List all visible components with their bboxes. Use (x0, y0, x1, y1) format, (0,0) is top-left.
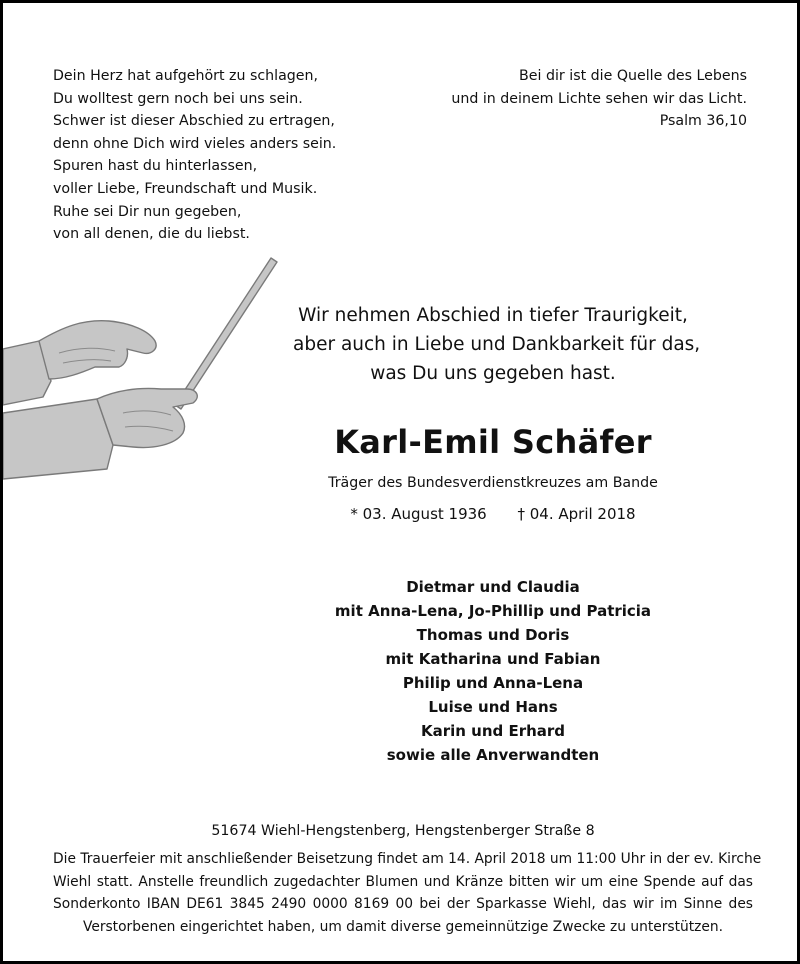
poem-line: voller Liebe, Freundschaft und Musik. (53, 180, 318, 197)
poem-line: Du wolltest gern noch bei uns sein. (53, 90, 303, 107)
mourner-line: sowie alle Anverwandten (386, 746, 600, 764)
mourners-list (293, 575, 693, 767)
psalm-reference: Psalm 36,10 (659, 113, 747, 130)
notice-line: Wiehl statt. Anstelle freundlich zugedachter Blumen und Kränze bitten wir um eine Spende auf das (53, 873, 753, 890)
life-dates (293, 505, 693, 523)
psalm-quote (451, 65, 747, 133)
address: 51674 Wiehl-Hengstenberg, Hengstenberger Straße 8 (211, 823, 595, 839)
mourner-line: Luise und Hans (428, 698, 558, 716)
farewell-line: was Du uns gegeben hast. (370, 363, 616, 384)
psalm-line: und in deinem Lichte sehen wir das Licht. (451, 90, 747, 107)
poem (53, 65, 336, 246)
poem-line: Spuren hast du hinterlassen, (53, 158, 258, 175)
mourner-line: mit Anna-Lena, Jo-Phillip und Patricia (334, 602, 652, 620)
mourner-line: Dietmar und Claudia (406, 578, 580, 596)
upper-hand-icon (39, 321, 156, 379)
baton-icon (175, 258, 277, 409)
deceased-award: Träger des Bundesverdienstkreuzes am Bande (328, 475, 658, 491)
psalm-line: Bei dir ist die Quelle des Lebens (519, 68, 747, 84)
farewell-text (293, 301, 701, 388)
notice-line: Verstorbenen eingerichtet haben, um damit diverse gemeinnützige Zwecke zu unterstützen. (82, 918, 724, 935)
notice-line: Sonderkonto IBAN DE61 3845 2490 0000 8169 00 bei der Sparkasse Wiehl, das wir im Sinne des (53, 896, 753, 913)
mourner-line: Philip und Anna-Lena (402, 674, 584, 692)
lower-sleeve-icon (3, 399, 113, 479)
funeral-notice (53, 848, 762, 938)
mourner-line: mit Katharina und Fabian (385, 650, 601, 668)
birth-date: * 03. August 1936 (350, 505, 487, 523)
death-date: † 04. April 2018 (517, 505, 636, 523)
farewell-line: Wir nehmen Abschied in tiefer Traurigkeit, (298, 305, 688, 326)
poem-line: Ruhe sei Dir nun gegeben, (53, 203, 242, 220)
mourner-line: Thomas und Doris (416, 626, 570, 644)
deceased-name: Karl-Emil Schäfer (334, 423, 652, 461)
poem-line: Schwer ist dieser Abschied zu ertragen, (53, 113, 335, 130)
mourner-line: Karin und Erhard (420, 722, 566, 740)
poem-line: denn ohne Dich wird vieles anders sein. (53, 135, 337, 152)
lower-hand-icon (97, 388, 197, 447)
farewell-line: aber auch in Liebe und Dankbarkeit für das, (293, 334, 701, 355)
notice-line: Die Trauerfeier mit anschließender Beisetzung findet am 14. April 2018 um 11:00 Uhr in der ev. Kirche (53, 851, 762, 867)
poem-line: von all denen, die du liebst. (53, 226, 250, 243)
conductor-hands-illustration (3, 249, 293, 499)
poem-line: Dein Herz hat aufgehört zu schlagen, (53, 68, 319, 84)
